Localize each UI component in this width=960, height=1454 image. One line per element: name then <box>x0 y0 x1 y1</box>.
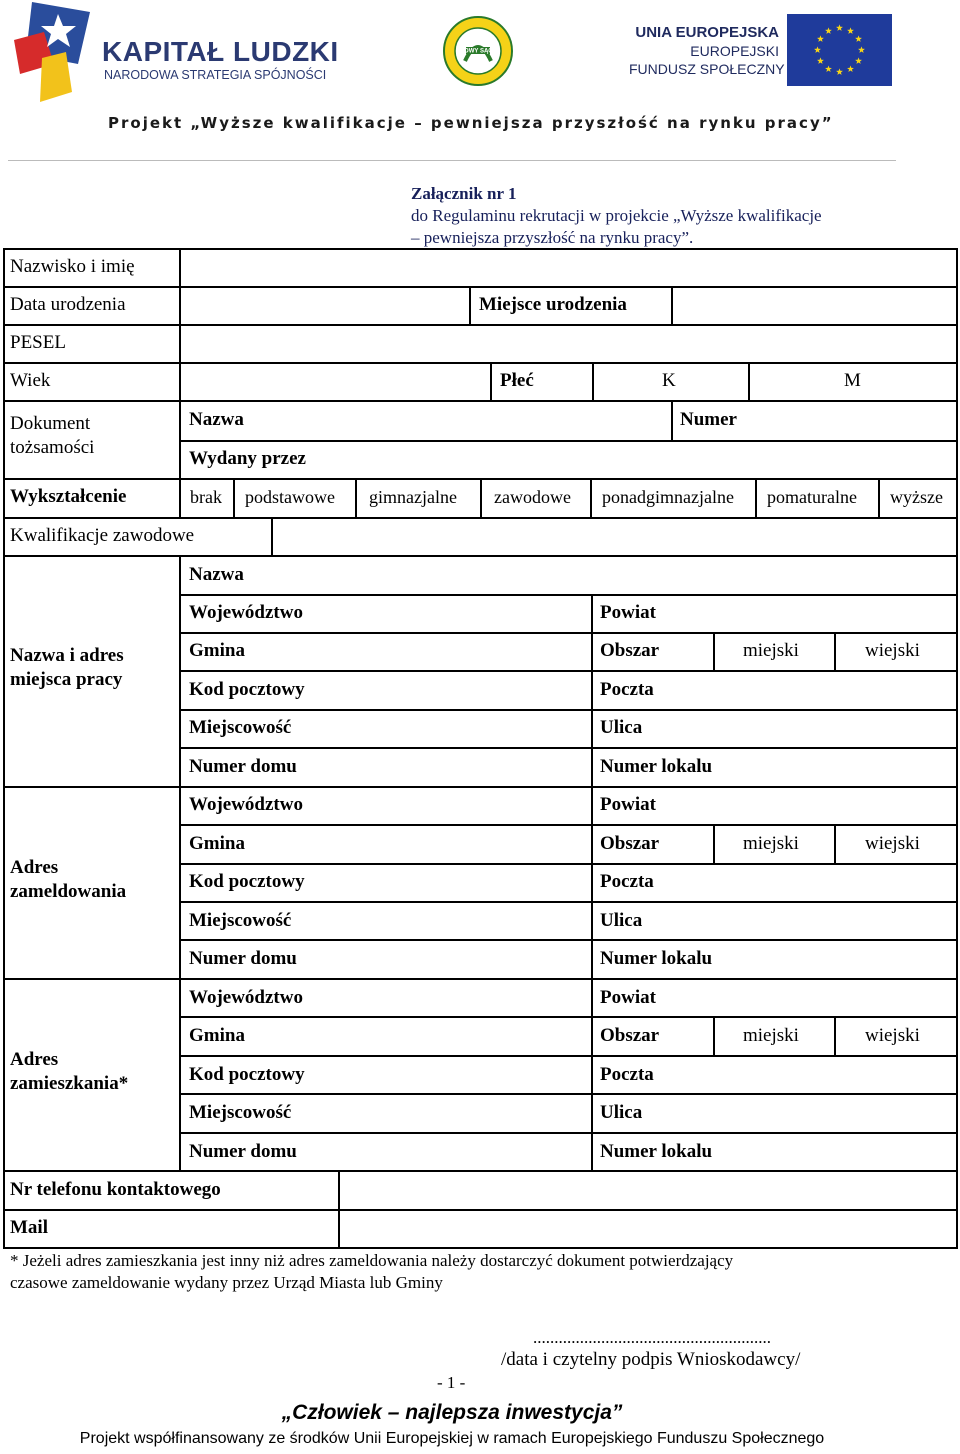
footnote-line-1: * Jeżeli adres zamieszkania jest inny niż adres zameldowania należy dostarczyć dokument potwierdzający <box>10 1251 734 1270</box>
grid-line <box>3 1209 958 1211</box>
reg-area-urban[interactable]: miejski <box>743 833 799 854</box>
grid-line <box>179 248 181 478</box>
footnote <box>10 1250 910 1294</box>
grid-line <box>834 1016 836 1055</box>
annex-line-3: – pewniejsza przyszłość na rynku pracy”. <box>411 228 694 247</box>
label-id-number: Numer <box>680 409 737 430</box>
eu-line-2: EUROPEJSKI <box>690 43 779 59</box>
label-pesel: PESEL <box>10 332 66 353</box>
work-voivodeship: Województwo <box>189 602 303 623</box>
edu-option-none[interactable]: brak <box>190 487 222 507</box>
label-phone: Nr telefonu kontaktowego <box>10 1179 221 1200</box>
label-name: Nazwisko i imię <box>10 256 135 277</box>
work-district: Powiat <box>600 602 656 623</box>
eu-text-block <box>629 24 785 78</box>
grid-line <box>271 517 273 555</box>
res-area-rural[interactable]: wiejski <box>865 1025 920 1046</box>
work-area: Obszar <box>600 640 660 661</box>
grid-line <box>233 478 235 517</box>
reg-postcode: Kod pocztowy <box>189 871 305 892</box>
grid-line <box>355 478 357 517</box>
res-flat-no: Numer lokalu <box>600 1141 713 1162</box>
grid-line <box>3 400 958 402</box>
grid-line <box>834 824 836 863</box>
footer-slogan: „Człowiek – najlepsza inwestycja” <box>281 1401 623 1424</box>
label-reg-1: Adres <box>10 857 59 878</box>
edu-option-lower-secondary[interactable]: gimnazjalne <box>369 487 457 507</box>
kapital-ludzki-subtitle: NARODOWA STRATEGIA SPÓJNOŚCI <box>104 68 327 82</box>
annex-line-2: do Regulaminu rekrutacji w projekcie „Wyższe kwalifikacje <box>411 206 822 225</box>
label-res-1: Adres <box>10 1049 59 1070</box>
reg-post: Poczta <box>600 871 654 892</box>
grid-line <box>3 978 958 980</box>
work-house-no: Numer domu <box>189 756 297 777</box>
grid-line <box>179 555 181 1170</box>
grid-line <box>490 362 492 400</box>
grid-line <box>671 400 673 440</box>
res-voivodeship: Województwo <box>189 987 303 1008</box>
grid-line <box>180 863 958 865</box>
grid-line <box>180 901 958 903</box>
grid-line <box>469 286 471 324</box>
work-area-rural[interactable]: wiejski <box>865 640 920 661</box>
label-id-name: Nazwa <box>189 409 244 430</box>
res-area-urban[interactable]: miejski <box>743 1025 799 1046</box>
label-reg-2: zameldowania <box>10 881 127 902</box>
grid-line <box>3 786 958 788</box>
edu-option-upper-secondary[interactable]: ponadgimnazjalne <box>602 487 734 507</box>
option-sex-m[interactable]: M <box>844 370 861 391</box>
grid-line <box>956 248 958 1249</box>
project-title-line: Projekt „Wyższe kwalifikacje – pewniejsza przyszłość na rynku pracy” <box>108 114 834 132</box>
grid-line <box>3 555 958 557</box>
grid-line <box>713 1016 715 1055</box>
kapital-ludzki-title: KAPITAŁ LUDZKI <box>102 36 339 67</box>
work-post: Poczta <box>600 679 654 700</box>
grid-line <box>338 1170 340 1249</box>
work-street: Ulica <box>600 717 643 738</box>
nowy-sacz-seal-logo <box>443 15 513 87</box>
grid-line <box>180 1132 958 1134</box>
eu-line-3: FUNDUSZ SPOŁECZNY <box>629 61 785 77</box>
grid-line <box>3 324 958 326</box>
grid-line <box>180 670 958 672</box>
annex-block <box>411 183 951 249</box>
res-street: Ulica <box>600 1102 643 1123</box>
edu-option-primary[interactable]: podstawowe <box>245 487 335 507</box>
res-area: Obszar <box>600 1025 660 1046</box>
grid-line <box>180 594 958 596</box>
grid-line <box>480 478 482 517</box>
res-district: Powiat <box>600 987 656 1008</box>
reg-voivodeship: Województwo <box>189 794 303 815</box>
grid-line <box>591 978 593 1170</box>
reg-district: Powiat <box>600 794 656 815</box>
label-id-issued: Wydany przez <box>189 448 306 469</box>
work-postcode: Kod pocztowy <box>189 679 305 700</box>
work-name: Nazwa <box>189 564 244 585</box>
signature-label: /data i czytelny podpis Wnioskodawcy/ <box>501 1349 801 1370</box>
work-flat-no: Numer lokalu <box>600 756 713 777</box>
grid-line <box>180 1093 958 1095</box>
reg-flat-no: Numer lokalu <box>600 948 713 969</box>
label-mail: Mail <box>10 1217 48 1238</box>
grid-line <box>3 248 5 1249</box>
grid-line <box>3 1170 958 1172</box>
eu-flag-icon <box>787 14 892 86</box>
grid-line <box>180 709 958 711</box>
reg-commune: Gmina <box>189 833 245 854</box>
work-area-urban[interactable]: miejski <box>743 640 799 661</box>
edu-option-higher[interactable]: wyższe <box>890 487 943 507</box>
edu-option-vocational[interactable]: zawodowe <box>494 487 571 507</box>
res-postcode: Kod pocztowy <box>189 1064 305 1085</box>
reg-locality: Miejscowość <box>189 910 292 931</box>
res-commune: Gmina <box>189 1025 245 1046</box>
grid-line <box>755 478 757 517</box>
grid-line <box>3 517 958 519</box>
label-work-1: Nazwa i adres <box>10 645 124 666</box>
label-birth-place: Miejsce urodzenia <box>479 294 627 315</box>
grid-line <box>180 1016 958 1018</box>
res-locality: Miejscowość <box>189 1102 292 1123</box>
reg-area: Obszar <box>600 833 660 854</box>
reg-house-no: Numer domu <box>189 948 297 969</box>
label-work-2: miejsca pracy <box>10 669 123 690</box>
grid-line <box>591 786 593 978</box>
eu-line-1: UNIA EUROPEJSKA <box>635 24 779 41</box>
grid-line <box>3 1247 958 1249</box>
grid-line <box>834 632 836 670</box>
reg-area-rural[interactable]: wiejski <box>865 833 920 854</box>
grid-line <box>180 747 958 749</box>
grid-line <box>3 362 958 364</box>
grid-line <box>180 632 958 634</box>
grid-line <box>592 362 594 400</box>
work-locality: Miejscowość <box>189 717 292 738</box>
edu-option-post-secondary[interactable]: pomaturalne <box>767 487 857 507</box>
label-id-doc-2: tożsamości <box>10 437 95 458</box>
label-res-2: zamieszkania* <box>10 1073 129 1094</box>
cofinancing-note: Projekt współfinansowany ze środków Unii Europejskiej w ramach Europejskiego Funduszu Społecznego <box>79 1430 825 1447</box>
seal-center-text: NOWY SĄCZ <box>459 48 497 55</box>
footnote-line-2: czasowe zameldowanie wydany przez Urząd Miasta lub Gminy <box>10 1273 443 1292</box>
label-qualifications: Kwalifikacje zawodowe <box>10 525 195 546</box>
res-house-no: Numer domu <box>189 1141 297 1162</box>
signature-dots: ........................................................ <box>533 1328 771 1347</box>
work-commune: Gmina <box>189 640 245 661</box>
grid-line <box>748 362 750 400</box>
grid-line <box>180 1055 958 1057</box>
kapital-ludzki-emblem-icon <box>14 2 90 102</box>
annex-title: Załącznik nr 1 <box>411 184 517 203</box>
grid-line <box>179 478 181 517</box>
grid-line <box>180 440 958 442</box>
header-divider <box>8 160 896 161</box>
grid-line <box>591 594 593 786</box>
grid-line <box>713 632 715 670</box>
kapital-ludzki-logo <box>14 2 339 102</box>
label-birth-date: Data urodzenia <box>10 294 126 315</box>
page-number: - 1 - <box>437 1373 466 1392</box>
res-post: Poczta <box>600 1064 654 1085</box>
label-education: Wykształcenie <box>10 486 127 507</box>
label-age: Wiek <box>10 370 51 391</box>
grid-line <box>180 939 958 941</box>
option-sex-k[interactable]: K <box>662 370 676 391</box>
label-sex: Płeć <box>500 370 534 391</box>
grid-line <box>590 478 592 517</box>
grid-line <box>3 286 958 288</box>
grid-line <box>671 286 673 324</box>
label-id-doc-1: Dokument <box>10 413 91 434</box>
grid-line <box>713 824 715 863</box>
grid-line <box>180 824 958 826</box>
reg-street: Ulica <box>600 910 643 931</box>
grid-line <box>878 478 880 517</box>
grid-line <box>3 478 958 480</box>
